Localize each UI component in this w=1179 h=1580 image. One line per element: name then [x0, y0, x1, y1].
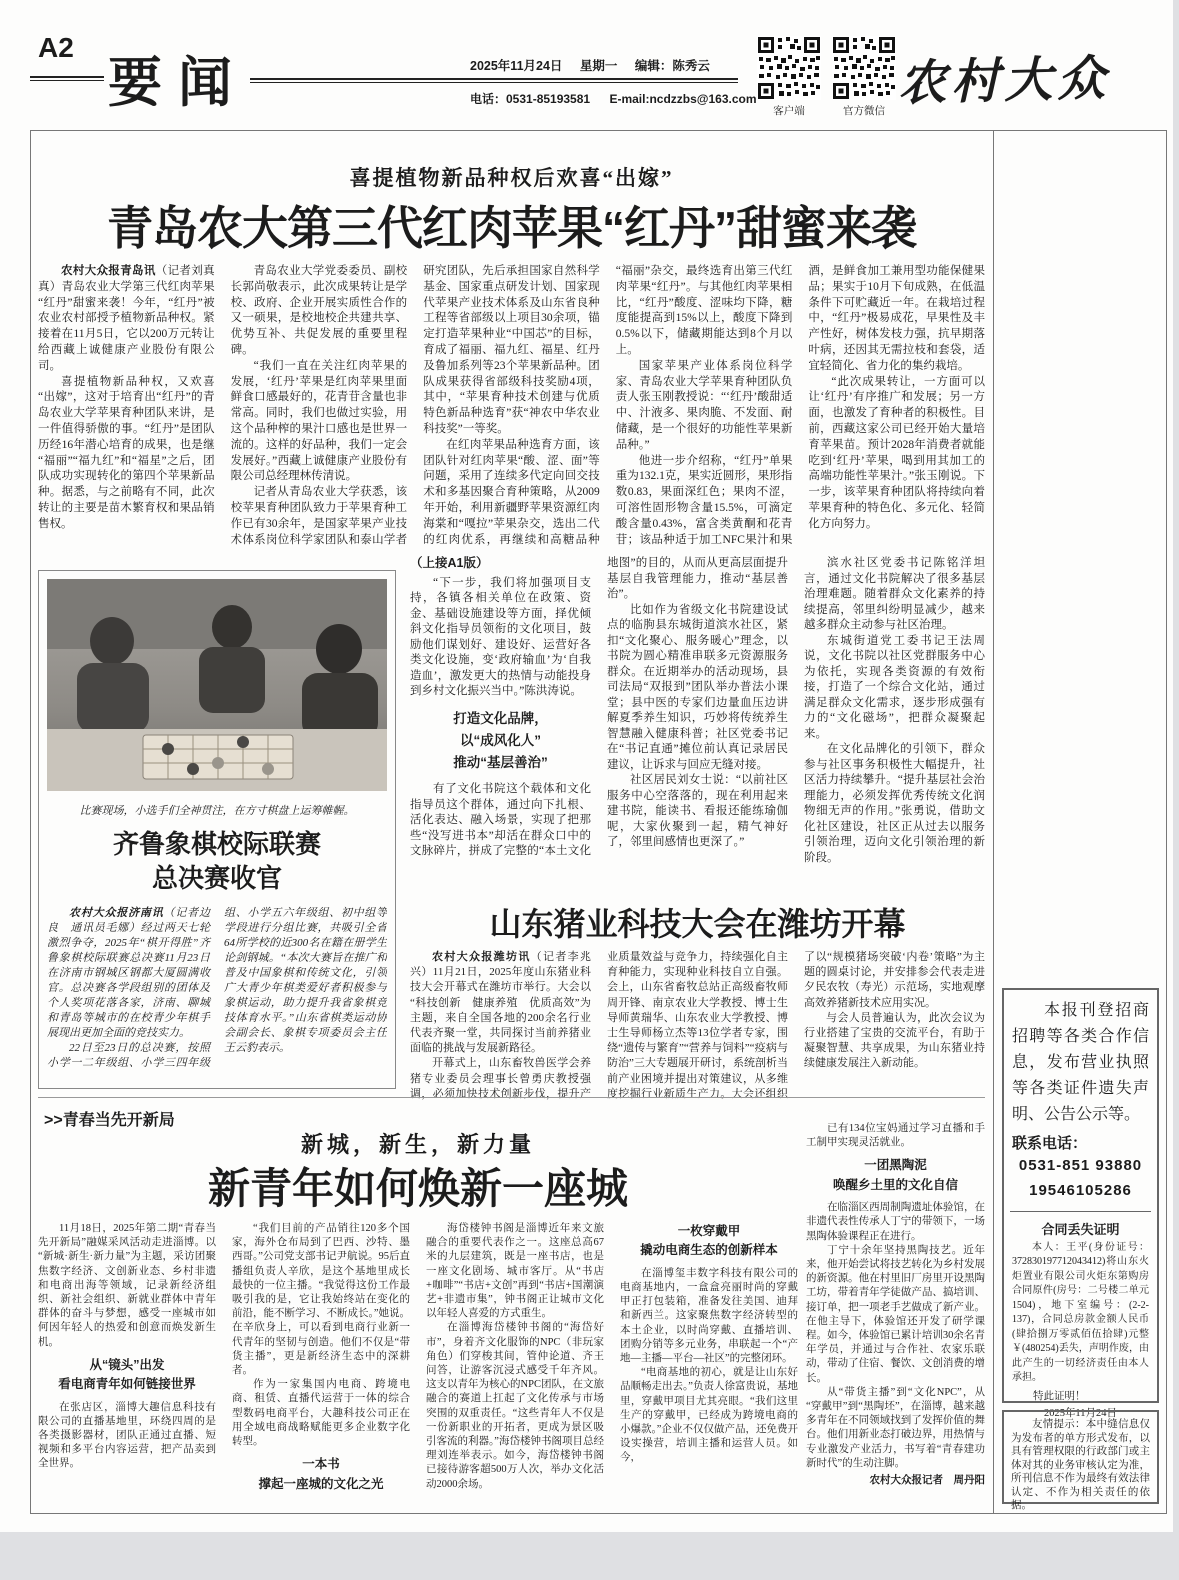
article-paragraph: 海岱楼钟书阁是淄博近年来文旅融合的重要代表作之一。这座总高67米的九层建筑，既是一座书店，也是一座文化剧场、城市客厅。从“书店+咖啡”“书店+文创”再到“书店+国潮演艺+非遗市集”，钟书阁正让城市文化以年轻人喜爱的方式重生。: [426, 1223, 604, 1320]
classified-ads-box: [1002, 988, 1159, 1419]
article-paragraph: 在淄博玺丰数字科技有限公司的电商基地内，一盒盒亮丽时尚的穿戴甲正打包装箱，准备发往美国、迪拜和新西兰。这家聚焦数字经济转型的本土企业，以时尚穿戴、直播培训、团购分销等多元业务，串联起一个“产地—主播—平台—社区”的完整闭环。: [620, 1267, 798, 1364]
divider: [38, 1097, 985, 1098]
column-rule: [993, 130, 994, 1514]
section-title: 要闻: [108, 53, 248, 113]
dateline: [470, 56, 750, 74]
article-paragraph: 东城街道党工委书记王法周说，文化书院以社区党群服务中心为依托，实现各类资源的有效衔接，打造了一个综合文化站，通过满足群众文化需求，逐步形成强有力的“文化磁场”，把群众凝聚起来。: [804, 634, 985, 740]
section-subhead: [620, 1222, 798, 1261]
contact-label: 联系电话：: [1012, 1135, 1088, 1152]
masthead-logo: 农村大众: [897, 52, 1111, 111]
article-paragraph: 比如作为省级文化书院建设试点的临朐县东城街道滨水社区，紧扣“文化聚心、服务暖心”理念，以书院为圆心精准串联多元资源服务群众。在近期举办的活动现场，县司法局“双报到”团队举办普法小课堂；县中医的专家们边量血压边讲解夏季养生知识，巧妙将传统养生智慧融入健康科普；社区党委书记在“书记直通”摊位前认真记录居民建议，让诉求与回应无缝对接。: [607, 603, 788, 771]
ad-notice-text: 本报刊登招商招聘等各类合作信息，发布营业执照等各类证件遗失声明、公告公示等。: [1012, 1002, 1149, 1123]
youth-story-last-column: [806, 1122, 985, 1514]
qr-client-label: 客户端: [773, 106, 805, 117]
contact-phone-1: 0531-851 93880: [1018, 1156, 1143, 1174]
article-paragraph: “此次成果转让，一方面可以让‘红丹’有序推广和发展；另一方面，也激发了育种者的积极性。目前，西藏这家公司已经开始大量培育苹果苗。预计2028年消费者就能吃到‘红丹’苹果，喝到用其加工的高端功能性苹果汁。”张玉刚说。下一步，该苹果育种团队将持续向着苹果育种的特色化、多元化、轻简化方向努力。: [808, 375, 985, 530]
subhead-line: 唤醒乡土里的文化自信: [832, 1177, 958, 1192]
article-paragraph: [47, 906, 210, 1041]
divider: [1010, 1211, 1151, 1212]
subhead-line: 一枚穿戴甲: [677, 1224, 741, 1238]
chess-match-photo: [47, 579, 387, 791]
kicker: 喜提植物新品种权后欢喜“出嫁”: [349, 166, 674, 190]
chess-story-body: [47, 906, 387, 1092]
headline-line: 齐鲁象棋校际联赛: [112, 830, 321, 859]
subhead-line: 撑起一座城的文化之光: [258, 1476, 384, 1491]
photo-caption: 比赛现场，小选手们全神贯注，在方寸棋盘上运筹帷幄。: [79, 805, 355, 817]
contact-phone-2: 19546105286: [1029, 1182, 1132, 1200]
dateline-lead: 农村大众报潍坊讯: [432, 951, 531, 963]
article-paragraph: 作为一家集国内电商、跨境电商、租赁、直播代运营于一体的综合型数码电商平台，大趣科技公司正在用全域电商战略赋能更多企业数字化转型。: [232, 1379, 410, 1448]
article-paragraph: 11月18日，2025年第二期“青春当先开新局”融媒采风活动走进淄博。以“新城·新生·新力量”为主题，采访团聚焦数字经济、文创新业态、乡村非遗和电商出海等领域，记录新经济组织、新社会组织、新就业群体中青年群体的奋斗与梦想，感受一座城市如何因年轻人的热爱和创意而焕发新生机。: [38, 1223, 216, 1348]
phone: 电话：0531-85193581: [470, 92, 591, 106]
article-paragraph: 青岛农业大学党委委员、副校长郭尚敬表示，此次成果转让是学校、政府、企业开展实质性合作的又一硕果，是校地校企共建共享、优势互补、共促发展的重要里程碑。: [230, 265, 408, 356]
article-paragraph: “我们一直在关注红肉苹果的发展，‘红丹’苹果是红肉苹果里面鲜食口感最好的，花青苷含量也非常高。同时，我们也做过实验，用这个品种榨的果汁口感也是世界一流的。这样的好品种，我们一定会发展好。”西藏上诚健康产业股份有限公司总经理林传清说。: [230, 359, 408, 483]
headline-pig-story: 山东猪业科技大会在潍坊开幕: [489, 906, 906, 942]
continued-from-marker: （上接A1版）: [410, 556, 489, 570]
email: E-mail:ncdzzbs@163.com: [609, 92, 757, 106]
paragraph-text: （记者李兆兴）11月21日，2025年度山东猪业科技大会开幕式在潍坊市举行。大会以“科技创新 健康养殖 优质高效”为主题，来自全国各地的200余名行业代表齐聚一堂，共同探讨当前养猪业面临的挑战与发展新路径。: [410, 951, 592, 1055]
headline-line: 总决赛收官: [151, 863, 282, 893]
article-paragraph: “电商基地的初心，就是让山东好品顺畅走出去。”负责人徐富贵说，基地里，穿戴甲项目尤其亮眼。“我们这里生产的穿戴甲，已经成为跨境电商的小爆款。”企业不仅仅做产品，还免费开设实操营，培训主播和运营人员。如今，: [620, 1367, 798, 1464]
article-paragraph: “下一步，我们将加强项目支持，各镇各相关单位在政策、资金、基础设施建设等方面，择优倾斜文化指导员领衔的文化项目，鼓励他们谋划好、建设好、运营好各类文化设施，变‘政府输血’为‘自我造血’，激发更大的热情与动能投身到乡村文化振兴当中。”陈洪涛说。: [410, 576, 591, 697]
article-paragraph: 在文化品牌化的引领下，群众参与社区事务积极性大幅提升，社区活力持续攀升。“提升基层社会治理能力，必须发挥优秀传统文化润物细无声的作用。”张勇说，借助文化社区建设，社区正从过去以服务引领治理，迈向文化引领治理的新阶段。: [804, 743, 985, 864]
lost-contract-attest: 特此证明！: [1033, 1390, 1086, 1402]
article-paragraph: 开幕式上，山东畜牧兽医学会养猪专业委员会理事长曾勇庆教授强调，必须加快技术创新步伐，提升产业质量效益与竞争力，持续强化自主育种能力，实现种业科技自立自强。会上，山东省畜牧总站正高级畜牧师周开锋、南京农业大学教授、博士生导师黄瑞华、山东农业大学教授、博士生导师杨立杰等13位学者专家，围绕“遗传与繁育”“营养与饲料”“疫病与防治”三大专题展开研讨，系统剖析当前产业困境并提出对策建议，从多维度挖掘行业新质生产力。大会还组织了以“规模猪场突破‘内卷’策略”为主题的圆桌讨论，并安排参会代表走进夕民农牧（寿光）示范场，实地观摩高效养猪新技术应用实况。: [410, 951, 985, 1100]
article-paragraph: 他进一步介绍称，“红丹”单果重为132.1克，果实近圆形，果形指数0.83，果面深红色；果肉不涩，可溶性固形物含量15.5%，可滴定酸含量0.43%，富含类黄酮和花青苷；该品种适于加工NFC果汁和果酒，是鲜食加工兼用型功能保健果品；果实于10月下旬成熟，在低温条件下可贮藏近一年。在栽培过程中，“红丹”极易成花，早果性及丰产性好，树体发枝力强，抗早期落叶病，还因其无需拉枝和套袋，适宜轻简化、省力化的集约栽培。: [615, 265, 985, 546]
article-paragraph: 丁宁十余年坚持黑陶技艺。近年来，他开始尝试将技艺转化为乡村发展的新资源。他在村里旧厂房里开设黑陶工坊，带着青年学徒做产品、搞培训、接订单，把一项老手艺做成了新产业。在他主导下，体验馆还开发了研学课程。如今，体验馆已累计培训30余名青年学员，并通过与合作社、农家乐联动，带动了住宿、餐饮、文创消费的增长。: [806, 1244, 985, 1384]
divider: [30, 76, 104, 81]
lost-contract-title: 合同丢失证明: [1041, 1221, 1120, 1237]
headline-apple-story: 青岛农大第三代红肉苹果“红丹”甜蜜来袭: [107, 202, 916, 254]
subhead-line: 打造文化品牌，: [453, 710, 548, 726]
article-paragraph: 社区居民刘女士说：“以前社区服务中心空落落的，现在利用起来建书院，能读书、看报还能练瑜伽呢，大家伙聚到一起，精气神好了，邻里间感情也更深了。”: [607, 774, 788, 848]
article-paragraph: 在淄博海岱楼钟书阁的“海岱好市”，身着齐文化服饰的NPC（非玩家角色）们穿梭其间，管仲论道、齐王问答，让游客沉浸式感受千年齐风。这支以青年为核心的NPC团队，在文旅融合的赛道上扛起了文化传承与市场突围的双重责任。“这些青年人不仅是一份新职业的开拓者，更成为景区吸引客流的利器。”海岱楼钟书阁项目总经理刘连举表示。如今，海岱楼钟书阁已接待游客超500万人次，举办文化活动2000余场。: [426, 1322, 604, 1490]
friendly-notice-text: 友情提示：本中缝信息仅为发布者的单方形式发布，以具有管理权限的行政部门或主体对其的业务审核认定为准，所刊信息不作为最终有效法律认定、不作为相关责任的依据。: [1011, 1419, 1150, 1511]
date: 2025年11月24日: [470, 59, 563, 73]
subhead-line: 从“镜头”出发: [89, 1357, 165, 1372]
section-subhead: [232, 1455, 410, 1494]
article-paragraph: 国家苹果产业体系岗位科学家、青岛农业大学苹果育种团队负责人张玉刚教授说：“‘红丹’酸甜适中、汁液多、果肉脆、不发面、耐储藏，是一个很好的功能性苹果新品种。”: [615, 359, 793, 451]
subhead-line: 以“成风化人”: [460, 732, 541, 748]
article-paragraph: 记者从青岛农业大学获悉，该校苹果育种团队致力于苹果育种工作已有30余年，是国家苹果产业技术体系岗位科学家团队和泰山学者研究团队，先后承担国家自然科学基金、国家重点研发计划、国家现代苹果产业技术体系及山东省良种工程等省部级以上项目30余项，锚定打造苹果种业“中国芯”的目标，育成了福丽、福九红、福星、红丹及鲁加系列等23个苹果新品种。团队成果获得省部级科技奖励4项，其中，“苹果育种技术创建与优质特色新品种选育”获“神农中华农业科技奖”一等奖。: [230, 265, 600, 546]
article-paragraph: 滨水社区党委书记陈铭洋坦言，通过文化书院解决了很多基层治理难题。随着群众文化素养的持续提高，邻里纠纷明显减少，越来越多群众主动参与社区治理。: [804, 557, 985, 631]
contact-line: [470, 90, 770, 107]
youth-story-body: [38, 1222, 798, 1514]
chess-story-box: [38, 570, 396, 1089]
section-subhead: [38, 1356, 216, 1395]
weekday: 星期一: [579, 59, 618, 73]
page-number: A2: [38, 32, 74, 63]
subhead-line: 一本书: [302, 1457, 340, 1472]
byline: 农村大众报记者 周丹阳: [869, 1474, 985, 1487]
article-paragraph: [410, 950, 591, 1056]
article-paragraph: 有了文化书院这个载体和文化指导员这个群体，通过向下扎根、活化表达、融入场景，实现了把那些“没写进书本”却活在群众口中的文脉碎片，拼成了完整的“本土文化地图”的目的，从而从更高层面提升基层自我管理能力，推动“基层善治”。: [410, 557, 788, 858]
headline-chess-story: [47, 828, 387, 896]
dateline-lead: 农村大众报青岛讯: [61, 265, 156, 277]
lost-contract-date: 2025年11月24日: [1043, 1407, 1118, 1419]
subhead-line: 推动“基层善治”: [453, 755, 548, 771]
article-paragraph: [38, 264, 215, 375]
pig-story-body: [410, 950, 985, 1120]
article-paragraph: 在张店区，淄博大趣信息科技有限公司的直播基地里，环绕四周的是各类摄影器材，团队正通过直播、短视频和多平台内容运营，把产品卖到全世界。: [38, 1401, 216, 1470]
article-paragraph: 喜提植物新品种权，又欢喜“出嫁”，这对于培育出“红丹”的青岛农业大学苹果育种团队来讲，是一件值得骄傲的事。“红丹”是团队历经16年潜心培育的成果，也是继“福丽”“福九红”和“福星”之后，团队成功实现转化的第四个苹果新品种。据悉，与之前略有不同，此次转让的主要是苗木繁育权和果品销售权。: [38, 375, 215, 530]
subhead-line: 一团黑陶泥: [864, 1158, 927, 1173]
editor: 编辑：陈秀云: [634, 59, 710, 73]
section-subhead: [410, 708, 591, 775]
subhead-line: 撬动电商生态的创新样本: [640, 1243, 778, 1258]
section-subhead: [806, 1156, 985, 1195]
dateline-lead: 农村大众报济南讯: [69, 906, 164, 919]
culture-story-body: [410, 556, 985, 898]
apple-story-body: [38, 264, 985, 564]
article-paragraph: “我们目前的产品销往120多个国家，海外仓布局到了巴西、沙特、墨西哥。”公司党支部书记尹航说。95后直播组负责人辛欣，是这个基地里成长最快的一位主播。“我觉得这份工作最吸引我的是，它让我始终站在变化的前沿，能不断学习、不断成长。”她说。在辛欣身上，可以看到电商行业新一代青年的坚韧与创造。他们不仅是“带货主播”，更是新经济生态中的深耕者。: [232, 1223, 410, 1377]
kicker: 新城，新生，新力量: [300, 1132, 535, 1157]
article-paragraph: 已有134位宝妈通过学习直播和手工制甲实现灵活就业。: [806, 1123, 985, 1149]
friendly-notice-box: [1002, 1410, 1159, 1511]
qr-code-wechat-icon: [832, 36, 896, 100]
series-tag: >>青春当先开新局: [44, 1112, 175, 1129]
article-paragraph: 在红肉苹果品种选育方面，该团队针对红肉苹果“酸、涩、面”等问题，采用了连续多代定向回交技术和多基因聚合育种策略，从2009年开始，利用新疆野苹果资源红肉海棠和“嘎拉”苹果杂交，选出二代的红肉优系，再继续和高糖品种“福丽”杂交，最终选育出第三代红肉苹果“红丹”。与其他红肉苹果相比，“红丹”酸度、涩味均下降，糖度能提高到15%以上，酸度下降到0.5%以下，储藏期能达到8个月以上。: [423, 265, 793, 546]
article-paragraph: 从“带货主播”到“文化NPC”，从“穿戴甲”到“黑陶坯”，在淄博，越来越多青年在不同领域找到了发挥价值的舞台。他们用新业态打破边界，用热情与专业激发产业活力，书写着“青春建功新时代”的生动注脚。: [806, 1386, 985, 1469]
lost-contract-body: 本人：王平(身份证号：372830197712043412)将山东火炬置业有限公司火炬东第购房合同原件(房号：二号楼二单元1504)，地下室编号：(2-2-137)，合同总房款金额人民币(肆拾捌万零贰佰伍拾肆)元整￥(480254)丢失，声明作废，由此产生的一切经济责任由本人承担。: [1012, 1241, 1149, 1384]
paragraph-text: （记者刘真真）青岛农业大学第三代红肉苹果“红丹”甜蜜来袭！今年，“红丹”被农业农村部授予植物新品种权。紧接着在11月5日，它以200万元转让给西藏上诚健康产业股份有限公司。: [38, 265, 215, 372]
article-paragraph: 与会人员普遍认为，此次会议为行业搭建了宝贵的交流平台，有助于凝聚智慧、共享成果，为山东猪业持续健康发展注入新动能。: [804, 1011, 985, 1070]
article-paragraph: 22日至23日的总决赛，按照小学一二年级组、小学三四年级组、小学五六年级组、初中组等学段进行分组比赛，共吸引全省64所学校的近300名在籍在册学生论剑钢城。“本次大赛旨在推广和普及中国象棋和传统文化，引领广大青少年棋类爱好者积极参与象棋运动，助力提升我省象棋竞技体育水平。”山东省棋类运动协会副会长、象棋专项委员会主任王云豹表示。: [47, 906, 387, 1069]
subhead-line: 看电商青年如何链接世界: [58, 1377, 196, 1392]
paragraph-text: （记者边良 通讯员毛娜）经过两天七轮激烈争夺，2025年“棋开得胜”齐鲁象棋校际联赛总决赛11月23日在济南市钢城区钢都大厦圆满收官。总决赛各学段组别的团体及个人奖项花落各家，济南、聊城和青岛等城市的在校青少年棋手展现出更加全面的竞技实力。: [47, 906, 211, 1039]
article-paragraph: 在临淄区西周制陶遗址体验馆，在非遗代表性传承人丁宁的带领下，一场黑陶体验课程正在进行。: [806, 1202, 985, 1242]
headline-youth-story: 新青年如何焕新一座城: [207, 1165, 628, 1212]
divider: [250, 78, 738, 83]
qr-code-client-icon: [757, 36, 821, 100]
qr-wechat-label: 官方微信: [843, 106, 885, 117]
